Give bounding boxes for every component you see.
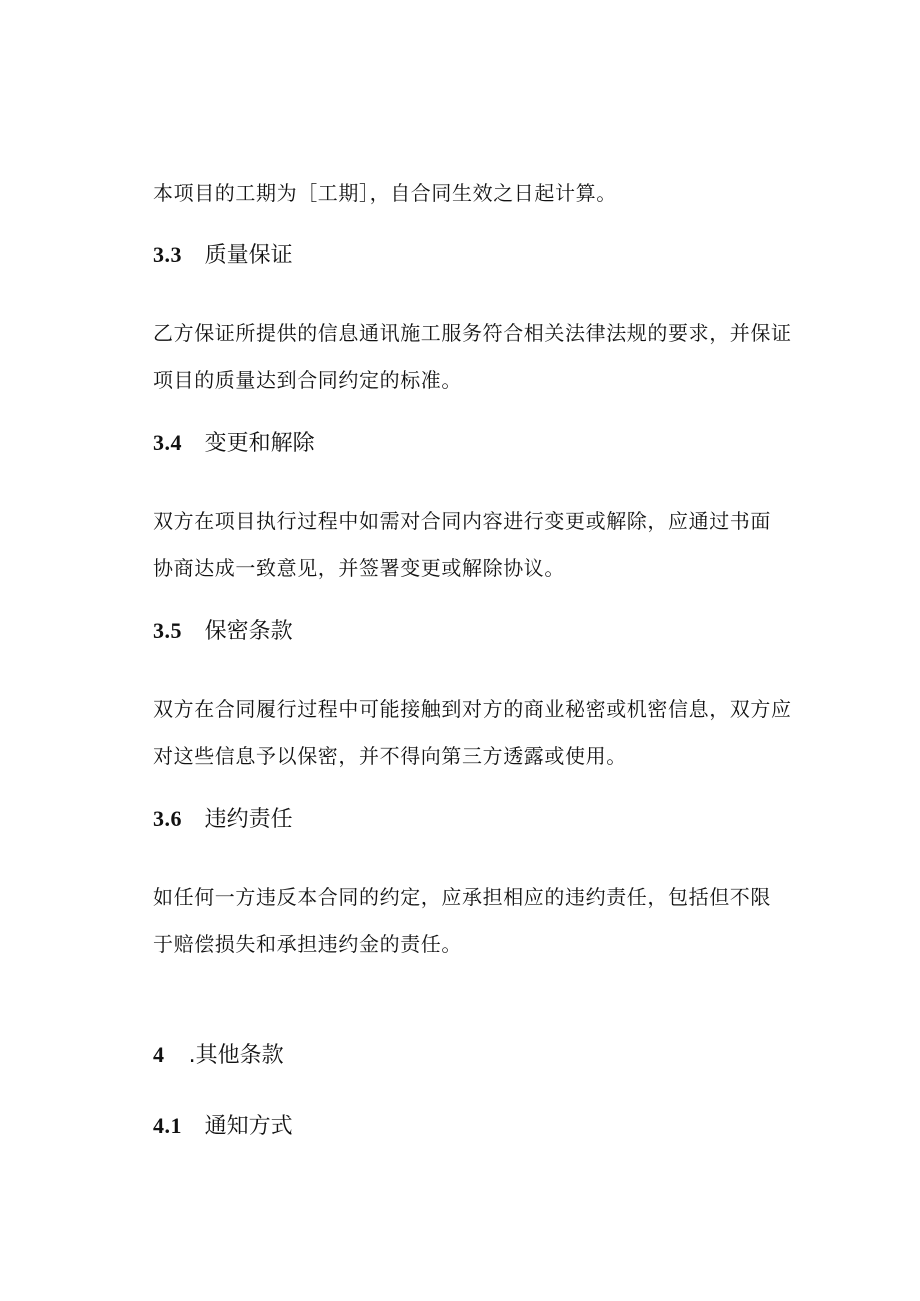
section-heading-4 (153, 1040, 284, 1071)
section-title: 保密条款 (204, 619, 293, 644)
paragraph-line: 对这些信息予以保密，并不得向第三方透露或使用。 (153, 744, 627, 768)
paragraph-quality-guarantee (153, 310, 815, 404)
paragraph-line: 项目的质量达到合同约定的标准。 (153, 368, 462, 392)
section-number: 3.5 (153, 618, 182, 643)
section-title: .其他条款 (188, 1043, 284, 1068)
section-title: 通知方式 (204, 1114, 293, 1139)
section-heading-4-1 (153, 1111, 293, 1142)
paragraph-breach-liability (153, 874, 815, 968)
section-number: 4.1 (153, 1113, 182, 1138)
paragraph-line: 本项目的工期为［工期］，自合同生效之日起计算。 (153, 181, 617, 205)
section-number: 3.6 (153, 806, 182, 831)
paragraph-construction-period (153, 170, 815, 217)
section-number: 3.4 (153, 430, 182, 455)
section-heading-3-5 (153, 616, 293, 647)
paragraph-line: 协商达成一致意见，并签署变更或解除协议。 (153, 556, 565, 580)
paragraph-confidentiality (153, 686, 815, 780)
paragraph-line: 双方在项目执行过程中如需对合同内容进行变更或解除，应通过书面 (153, 509, 771, 533)
section-title: 违约责任 (204, 807, 293, 832)
section-title: 质量保证 (204, 243, 293, 268)
section-title: 变更和解除 (204, 431, 315, 456)
paragraph-line: 乙方保证所提供的信息通讯施工服务符合相关法律法规的要求，并保证 (153, 321, 792, 345)
paragraph-line: 于赔偿损失和承担违约金的责任。 (153, 932, 462, 956)
section-number: 3.3 (153, 242, 182, 267)
paragraph-line: 如任何一方违反本合同的约定，应承担相应的违约责任，包括但不限 (153, 885, 771, 909)
paragraph-line: 双方在合同履行过程中可能接触到对方的商业秘密或机密信息，双方应 (153, 697, 792, 721)
section-heading-3-4 (153, 428, 315, 459)
section-heading-3-3 (153, 240, 293, 271)
section-number: 4 (153, 1042, 165, 1067)
section-heading-3-6 (153, 804, 293, 835)
paragraph-change-termination (153, 498, 815, 592)
